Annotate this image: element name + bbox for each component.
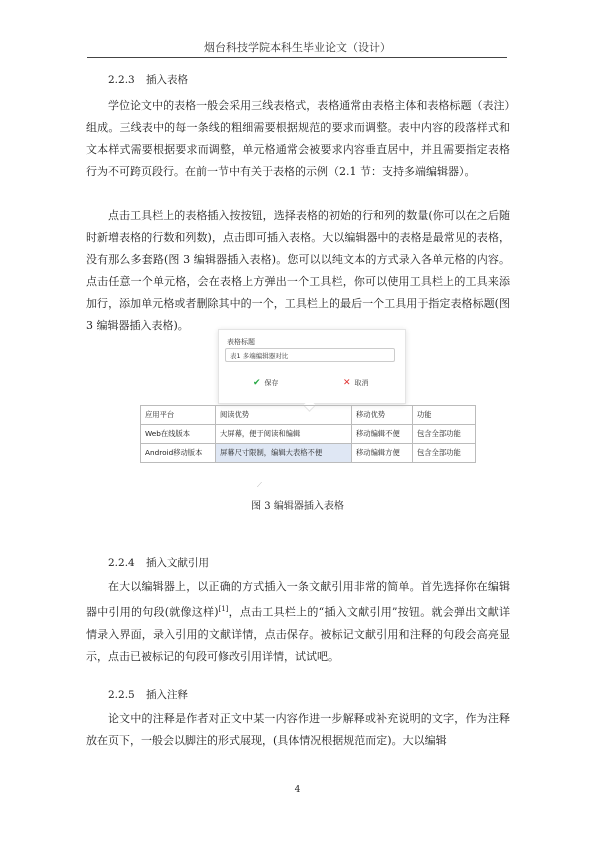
section-number: 2.2.3: [108, 74, 135, 86]
table-row: [141, 425, 476, 444]
section-title: 插入表格: [146, 74, 188, 86]
table-cell[interactable]: 移动优势: [352, 406, 413, 425]
popup-label: 表格标题: [227, 338, 255, 346]
section-number: 2.2.4: [108, 557, 135, 569]
cancel-button[interactable]: [343, 378, 369, 388]
table-cell[interactable]: 应用平台: [141, 406, 216, 425]
citation-mark[interactable]: [1]: [218, 605, 229, 613]
table-cell[interactable]: 移动编辑不便: [352, 425, 413, 444]
section-224-para: [86, 576, 510, 668]
header-rule: [87, 57, 507, 58]
section-225-heading: [108, 687, 188, 702]
resize-handle-icon[interactable]: ⟋: [257, 481, 262, 489]
table-cell[interactable]: 大屏幕，便于阅读和编辑: [216, 425, 352, 444]
section-title: 插入注释: [146, 689, 188, 701]
section-223-heading: [108, 72, 188, 87]
save-button[interactable]: [253, 378, 279, 388]
running-header: 烟台科技学院本科生毕业论文（设计）: [204, 41, 391, 54]
table-caption-input[interactable]: 表1 多端编辑器对比: [225, 348, 395, 362]
section-225-para: 论文中的注释是作者对正文中某一内容作进一步解释或补充说明的文字，作为注释放在页下，一般会以脚注的形式展现，(具体情况根据规范而定)。大以编辑: [86, 712, 510, 747]
section-223-para-1: 学位论文中的表格一般会采用三线表格式，表格通常由表格主体和表格标题（表注）组成。三线表中的每一条线的粗细需要根据规范的要求而调整。表中内容的段落样式和文本样式需要根据要求而调整，单元格通常会被要求内容垂直居中，并且需要指定表格行为不可跨页段行。在前一节中有关于表格的示例（2.1 节：支持多端编辑器）。: [86, 99, 510, 178]
cancel-label: 取消: [354, 379, 369, 387]
table-cell[interactable]: 功能: [413, 406, 476, 425]
table-cell-selected[interactable]: 屏幕尺寸限制，编辑大表格不便: [216, 444, 352, 463]
check-icon: ✔: [253, 378, 261, 388]
table-row: [141, 406, 476, 425]
figure-caption: 图 3 编辑器插入表格: [251, 501, 344, 512]
para-text: 在大以编辑器上，以正确的方式插入一条文献引用非常的简单。首先选择你在编辑器中引用的句段(就像这样): [86, 580, 510, 619]
table-caption-popup: [218, 329, 406, 404]
close-icon: ✕: [343, 378, 351, 388]
table-row: [141, 444, 476, 463]
page-number: 4: [294, 785, 301, 795]
section-number: 2.2.5: [108, 689, 135, 701]
para-text: ，点击工具栏上的“插入文献引用”按钮。就会弹出文献详情录入界面，录入引用的文献详情，点击保存。被标记文献引用和注释的句段会高亮显示，点击已被标记的句段可修改引用详情，试试吧。: [86, 605, 510, 663]
section-224-heading: [108, 555, 209, 570]
table-cell[interactable]: Android移动版本: [141, 444, 216, 463]
table-cell[interactable]: 阅读优势: [216, 406, 352, 425]
editor-table: [140, 405, 476, 463]
section-title: 插入文献引用: [146, 557, 209, 569]
table-cell[interactable]: 包含全部功能: [413, 425, 476, 444]
section-223-para-2: 点击工具栏上的表格插入按按钮，选择表格的初始的行和列的数量(你可以在之后随时新增表格的行数和列数)，点击即可插入表格。大以编辑器中的表格是最常见的表格，没有那么多套路(图 3 编辑器插入表格)。您可以以纯文本的方式录入各单元格的内容。点击任意一个单元格，会在表格上方弹出一个工具栏，你可以使用工具栏上的工具来添加行，添加单元格或者删除其中的一个，工具栏上的最后一个工具用于指定表格标题(图 3 编辑器插入表格)。: [86, 209, 510, 332]
table-cell[interactable]: 包含全部功能: [413, 444, 476, 463]
save-label: 保存: [264, 379, 279, 387]
table-cell[interactable]: Web在线版本: [141, 425, 216, 444]
table-cell[interactable]: 移动编辑方便: [352, 444, 413, 463]
